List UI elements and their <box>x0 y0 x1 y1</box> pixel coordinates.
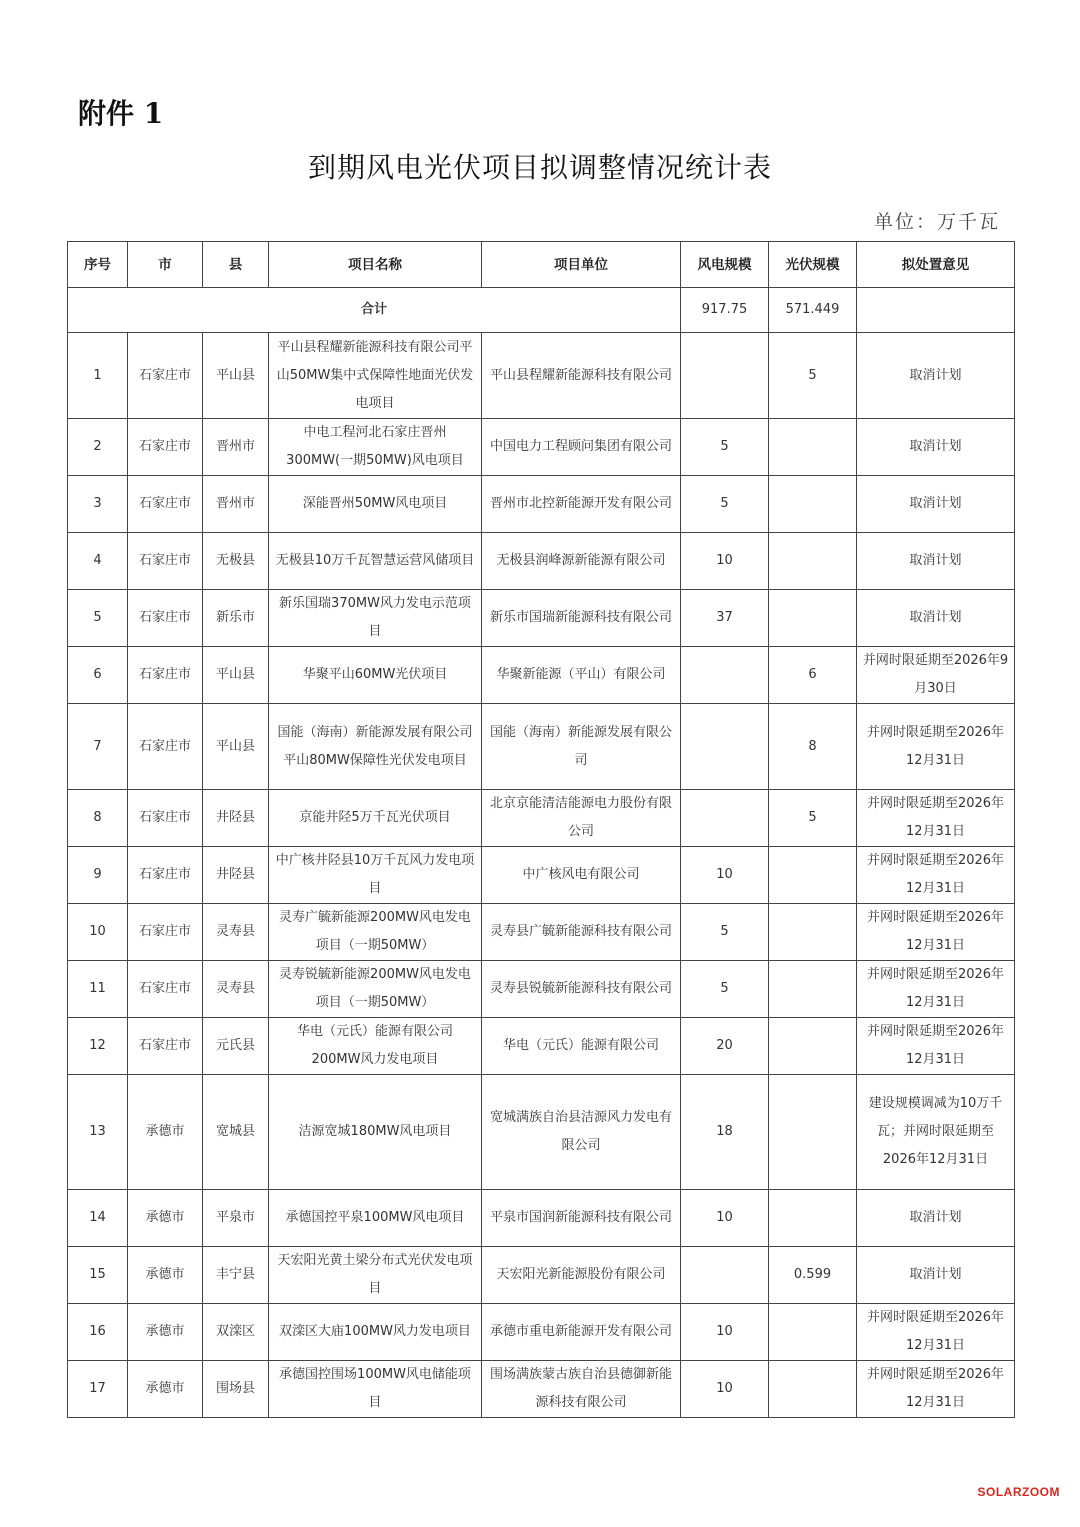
row-project-unit: 北京京能清洁能源电力股份有限公司 <box>482 790 681 847</box>
row-wind: 5 <box>681 904 769 961</box>
row-solar: 5 <box>769 790 857 847</box>
summary-row <box>68 288 1015 333</box>
solarzoom-watermark: SOLARZOOM <box>977 1485 1060 1499</box>
table-row <box>68 1361 1015 1418</box>
row-solar <box>769 590 857 647</box>
row-wind <box>681 790 769 847</box>
table-header-row <box>68 242 1015 288</box>
row-solar <box>769 1304 857 1361</box>
row-city: 承德市 <box>128 1190 203 1247</box>
row-project-name: 承德国控平泉100MW风电项目 <box>269 1190 482 1247</box>
row-wind: 10 <box>681 847 769 904</box>
row-project-name: 京能井陉5万千瓦光伏项目 <box>269 790 482 847</box>
row-wind: 5 <box>681 961 769 1018</box>
row-no: 13 <box>68 1075 128 1190</box>
row-city: 石家庄市 <box>128 704 203 790</box>
col-header-county: 县 <box>203 242 269 288</box>
row-solar: 5 <box>769 333 857 419</box>
row-project-unit: 新乐市国瑞新能源科技有限公司 <box>482 590 681 647</box>
row-wind: 5 <box>681 476 769 533</box>
row-solar <box>769 1075 857 1190</box>
row-project-unit: 国能（海南）新能源发展有限公司 <box>482 704 681 790</box>
row-solar <box>769 1018 857 1075</box>
row-wind: 37 <box>681 590 769 647</box>
row-project-name: 双滦区大庙100MW风力发电项目 <box>269 1304 482 1361</box>
row-solar <box>769 904 857 961</box>
table-row <box>68 1018 1015 1075</box>
row-solar: 8 <box>769 704 857 790</box>
table-row <box>68 961 1015 1018</box>
row-wind: 10 <box>681 1304 769 1361</box>
row-county: 宽城县 <box>203 1075 269 1190</box>
row-county: 无极县 <box>203 533 269 590</box>
table-row <box>68 904 1015 961</box>
row-no: 3 <box>68 476 128 533</box>
table-row <box>68 1190 1015 1247</box>
row-city: 石家庄市 <box>128 904 203 961</box>
row-project-unit: 平山县程耀新能源科技有限公司 <box>482 333 681 419</box>
row-project-name: 深能晋州50MW风电项目 <box>269 476 482 533</box>
row-opinion: 取消计划 <box>857 1247 1015 1304</box>
row-no: 7 <box>68 704 128 790</box>
row-city: 石家庄市 <box>128 1018 203 1075</box>
row-opinion: 取消计划 <box>857 419 1015 476</box>
row-project-name: 洁源宽城180MW风电项目 <box>269 1075 482 1190</box>
table-row <box>68 419 1015 476</box>
row-county: 平泉市 <box>203 1190 269 1247</box>
row-city: 石家庄市 <box>128 790 203 847</box>
row-opinion: 取消计划 <box>857 333 1015 419</box>
row-project-unit: 华电（元氏）能源有限公司 <box>482 1018 681 1075</box>
row-project-name: 承德国控围场100MW风电储能项目 <box>269 1361 482 1418</box>
row-solar: 0.599 <box>769 1247 857 1304</box>
row-opinion: 取消计划 <box>857 590 1015 647</box>
row-opinion: 并网时限延期至2026年12月31日 <box>857 904 1015 961</box>
row-county: 平山县 <box>203 704 269 790</box>
row-wind <box>681 1247 769 1304</box>
row-solar <box>769 476 857 533</box>
row-county: 元氏县 <box>203 1018 269 1075</box>
row-city: 石家庄市 <box>128 961 203 1018</box>
row-city: 石家庄市 <box>128 590 203 647</box>
row-county: 双滦区 <box>203 1304 269 1361</box>
row-solar <box>769 1361 857 1418</box>
row-solar: 6 <box>769 647 857 704</box>
row-county: 平山县 <box>203 333 269 419</box>
row-no: 16 <box>68 1304 128 1361</box>
row-wind: 5 <box>681 419 769 476</box>
table-row <box>68 847 1015 904</box>
row-solar <box>769 961 857 1018</box>
summary-wind: 917.75 <box>681 288 769 333</box>
row-project-name: 国能（海南）新能源发展有限公司平山80MW保障性光伏发电项目 <box>269 704 482 790</box>
attachment-label: 附件 1 <box>78 97 164 130</box>
row-no: 10 <box>68 904 128 961</box>
row-no: 5 <box>68 590 128 647</box>
col-header-solar: 光伏规模 <box>769 242 857 288</box>
table-row <box>68 590 1015 647</box>
row-project-unit: 中广核风电有限公司 <box>482 847 681 904</box>
row-opinion: 并网时限延期至2026年12月31日 <box>857 704 1015 790</box>
row-city: 承德市 <box>128 1075 203 1190</box>
row-opinion: 并网时限延期至2026年12月31日 <box>857 847 1015 904</box>
row-project-name: 天宏阳光黄土梁分布式光伏发电项目 <box>269 1247 482 1304</box>
table-row <box>68 333 1015 419</box>
row-opinion: 并网时限延期至2026年12月31日 <box>857 961 1015 1018</box>
table-title: 到期风电光伏项目拟调整情况统计表 <box>307 151 772 184</box>
row-project-name: 灵寿广毓新能源200MW风电发电项目（一期50MW） <box>269 904 482 961</box>
row-project-unit: 中国电力工程顾问集团有限公司 <box>482 419 681 476</box>
table-row <box>68 476 1015 533</box>
row-project-name: 灵寿锐毓新能源200MW风电发电项目（一期50MW） <box>269 961 482 1018</box>
row-solar <box>769 419 857 476</box>
row-no: 14 <box>68 1190 128 1247</box>
row-opinion: 取消计划 <box>857 533 1015 590</box>
row-project-unit: 灵寿县锐毓新能源科技有限公司 <box>482 961 681 1018</box>
row-county: 井陉县 <box>203 790 269 847</box>
row-county: 灵寿县 <box>203 961 269 1018</box>
row-project-name: 中广核井陉县10万千瓦风力发电项目 <box>269 847 482 904</box>
row-county: 新乐市 <box>203 590 269 647</box>
row-no: 17 <box>68 1361 128 1418</box>
row-solar <box>769 533 857 590</box>
row-project-unit: 天宏阳光新能源股份有限公司 <box>482 1247 681 1304</box>
row-opinion: 并网时限延期至2026年12月31日 <box>857 790 1015 847</box>
row-wind <box>681 704 769 790</box>
row-city: 石家庄市 <box>128 333 203 419</box>
summary-solar: 571.449 <box>769 288 857 333</box>
row-city: 承德市 <box>128 1304 203 1361</box>
table-row <box>68 533 1015 590</box>
row-project-name: 平山县程耀新能源科技有限公司平山50MW集中式保障性地面光伏发电项目 <box>269 333 482 419</box>
row-wind: 18 <box>681 1075 769 1190</box>
row-no: 11 <box>68 961 128 1018</box>
row-city: 石家庄市 <box>128 533 203 590</box>
row-county: 围场县 <box>203 1361 269 1418</box>
row-wind <box>681 647 769 704</box>
row-opinion: 建设规模调减为10万千瓦；并网时限延期至2026年12月31日 <box>857 1075 1015 1190</box>
row-opinion: 并网时限延期至2026年12月31日 <box>857 1018 1015 1075</box>
row-project-name: 新乐国瑞370MW风力发电示范项目 <box>269 590 482 647</box>
unit-label: 单位：万千瓦 <box>873 211 1000 233</box>
row-solar <box>769 1190 857 1247</box>
row-project-unit: 无极县润峰源新能源有限公司 <box>482 533 681 590</box>
row-city: 石家庄市 <box>128 476 203 533</box>
row-project-unit: 华聚新能源（平山）有限公司 <box>482 647 681 704</box>
row-no: 15 <box>68 1247 128 1304</box>
row-no: 9 <box>68 847 128 904</box>
col-header-no: 序号 <box>68 242 128 288</box>
row-city: 承德市 <box>128 1361 203 1418</box>
row-no: 2 <box>68 419 128 476</box>
row-project-unit: 灵寿县广毓新能源科技有限公司 <box>482 904 681 961</box>
row-county: 平山县 <box>203 647 269 704</box>
table-row <box>68 1247 1015 1304</box>
row-solar <box>769 847 857 904</box>
row-county: 丰宁县 <box>203 1247 269 1304</box>
row-county: 井陉县 <box>203 847 269 904</box>
col-header-project-unit: 项目单位 <box>482 242 681 288</box>
row-county: 灵寿县 <box>203 904 269 961</box>
row-wind: 20 <box>681 1018 769 1075</box>
row-opinion: 并网时限延期至2026年12月31日 <box>857 1361 1015 1418</box>
row-project-unit: 平泉市国润新能源科技有限公司 <box>482 1190 681 1247</box>
row-no: 12 <box>68 1018 128 1075</box>
row-no: 1 <box>68 333 128 419</box>
row-project-name: 华电（元氏）能源有限公司200MW风力发电项目 <box>269 1018 482 1075</box>
row-opinion: 取消计划 <box>857 476 1015 533</box>
col-header-project-name: 项目名称 <box>269 242 482 288</box>
col-header-opinion: 拟处置意见 <box>857 242 1015 288</box>
row-wind: 10 <box>681 1361 769 1418</box>
row-project-unit: 宽城满族自治县洁源风力发电有限公司 <box>482 1075 681 1190</box>
row-no: 8 <box>68 790 128 847</box>
row-project-unit: 晋州市北控新能源开发有限公司 <box>482 476 681 533</box>
row-wind: 10 <box>681 1190 769 1247</box>
row-county: 晋州市 <box>203 476 269 533</box>
row-county: 晋州市 <box>203 419 269 476</box>
table-row <box>68 1304 1015 1361</box>
row-project-name: 华聚平山60MW光伏项目 <box>269 647 482 704</box>
table-row <box>68 704 1015 790</box>
table-row <box>68 790 1015 847</box>
row-project-name: 中电工程河北石家庄晋州300MW(一期50MW)风电项目 <box>269 419 482 476</box>
row-no: 4 <box>68 533 128 590</box>
row-no: 6 <box>68 647 128 704</box>
row-wind <box>681 333 769 419</box>
row-city: 石家庄市 <box>128 419 203 476</box>
row-opinion: 并网时限延期至2026年12月31日 <box>857 1304 1015 1361</box>
row-wind: 10 <box>681 533 769 590</box>
row-project-name: 无极县10万千瓦智慧运营风储项目 <box>269 533 482 590</box>
row-city: 石家庄市 <box>128 847 203 904</box>
row-project-unit: 承德市重电新能源开发有限公司 <box>482 1304 681 1361</box>
col-header-city: 市 <box>128 242 203 288</box>
table-row <box>68 1075 1015 1190</box>
col-header-wind: 风电规模 <box>681 242 769 288</box>
summary-opinion <box>857 288 1015 333</box>
row-project-unit: 围场满族蒙古族自治县德御新能源科技有限公司 <box>482 1361 681 1418</box>
table-row <box>68 647 1015 704</box>
projects-table <box>67 241 1015 1418</box>
row-opinion: 并网时限延期至2026年9月30日 <box>857 647 1015 704</box>
row-city: 承德市 <box>128 1247 203 1304</box>
row-city: 石家庄市 <box>128 647 203 704</box>
row-opinion: 取消计划 <box>857 1190 1015 1247</box>
summary-label: 合计 <box>68 288 681 333</box>
